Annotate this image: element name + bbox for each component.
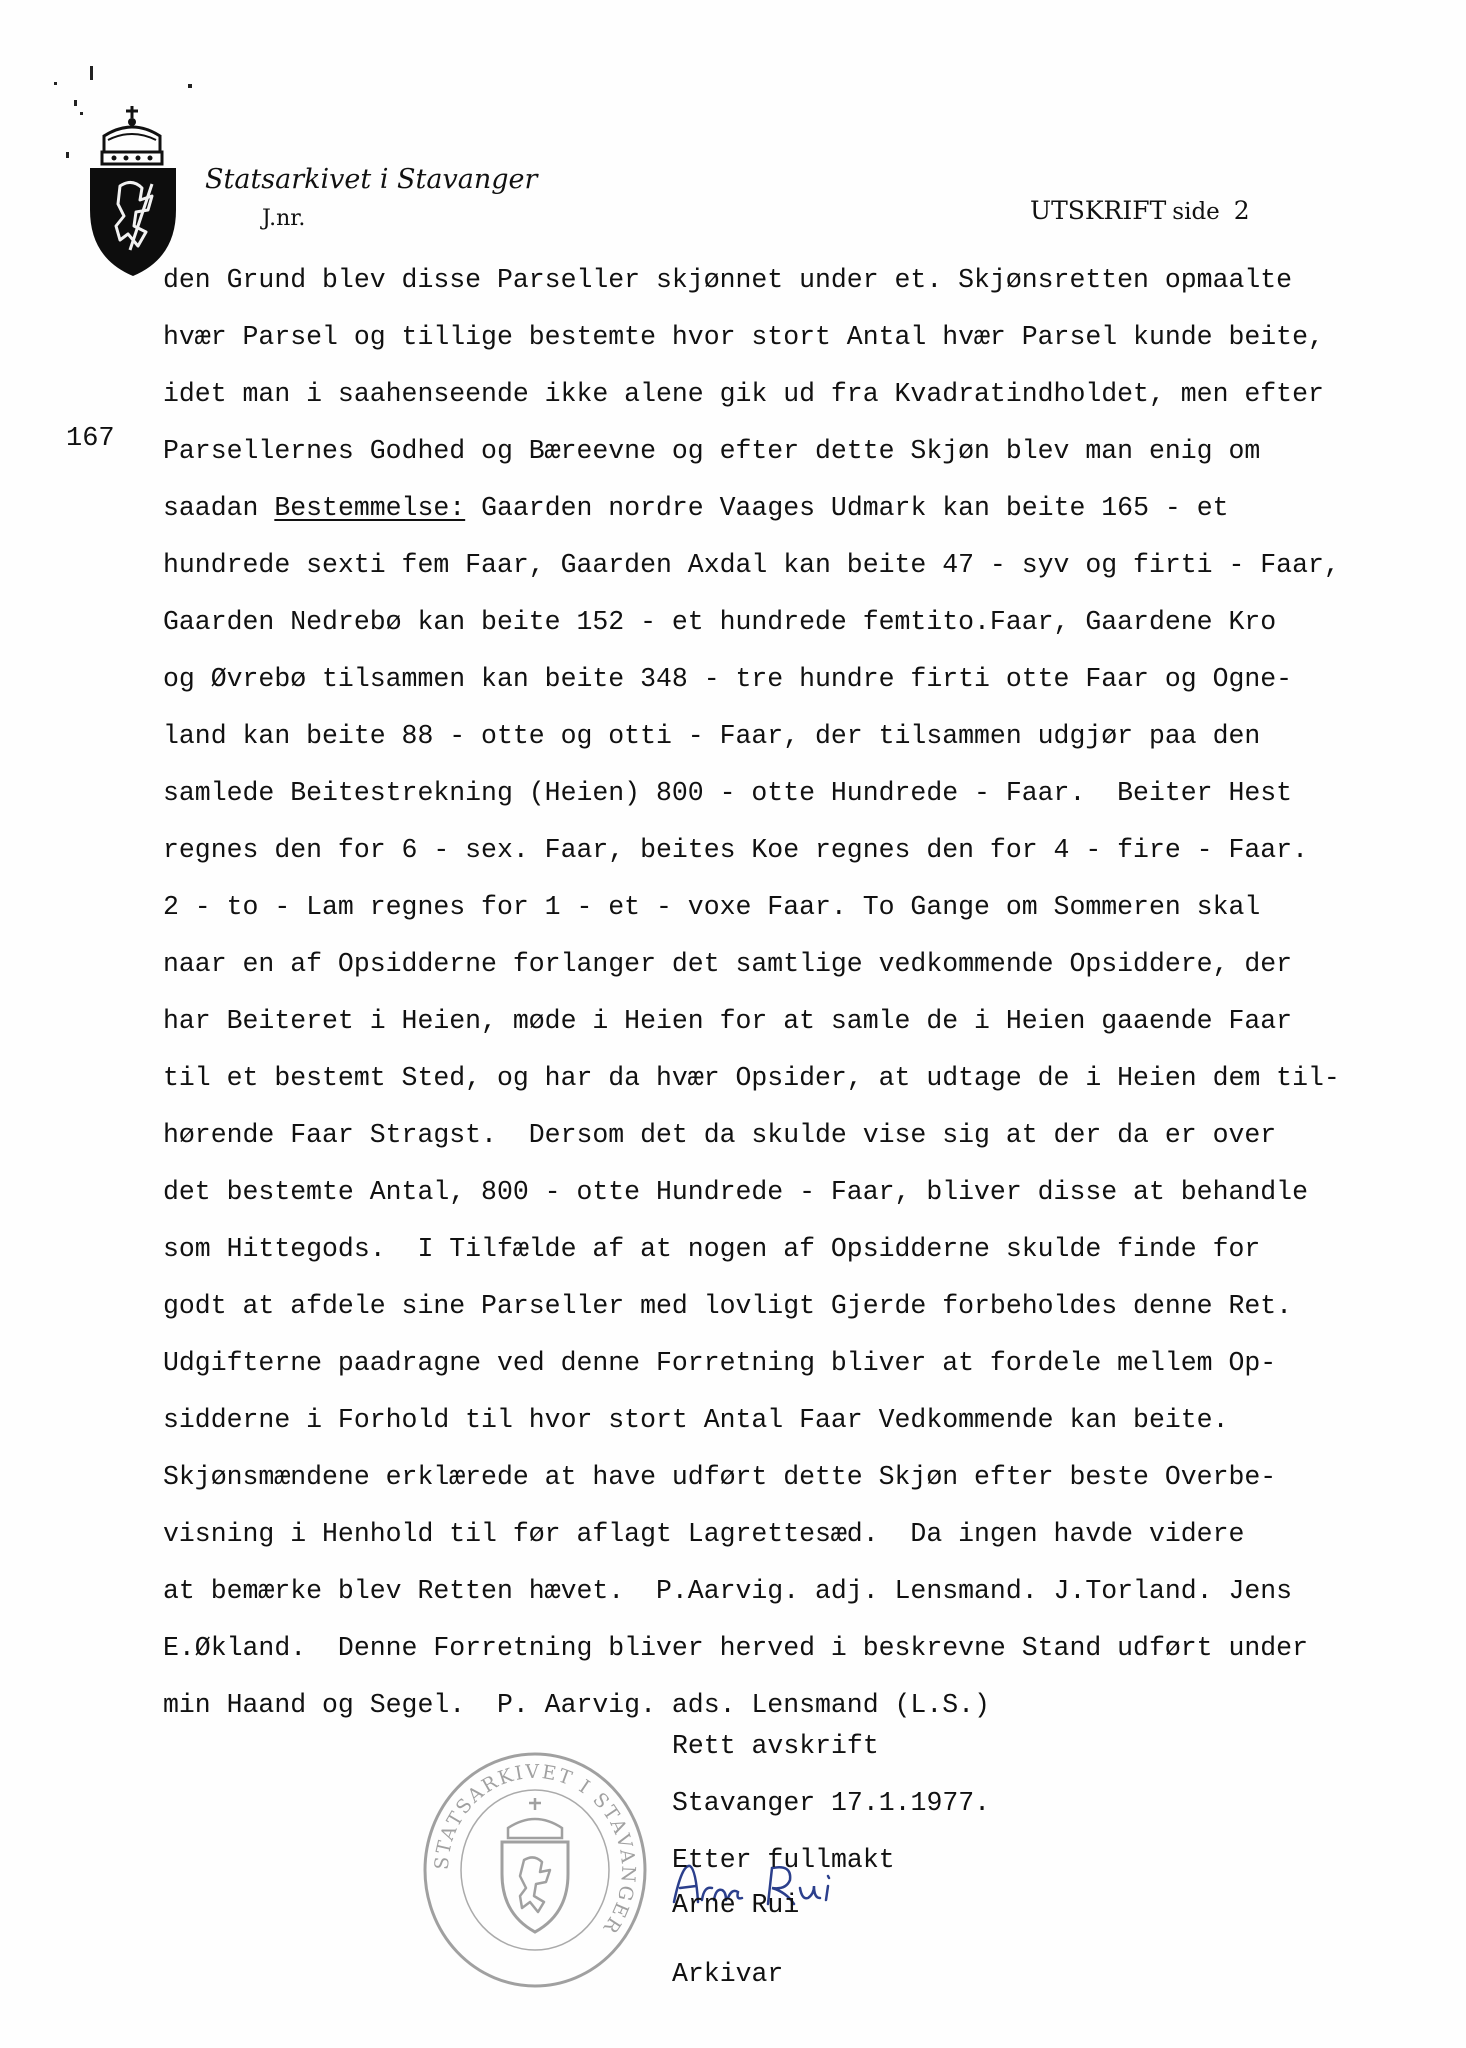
signatory-title: Arkivar — [672, 1959, 784, 1989]
text-line: Parsellernes Godhed og Bæreevne og efter dette Skjøn blev man enig om — [163, 436, 1261, 466]
transcript-label: UTSKRIFT — [1030, 196, 1167, 225]
text-line: hundrede sexti fem Faar, Gaarden Axdal kan beite 47 - syv og firti - Faar, — [163, 550, 1340, 580]
text-line: det bestemte Antal, 800 - otte Hundrede - Faar, bliver disse at behandle — [163, 1177, 1308, 1207]
seal-text — [431, 1761, 640, 1939]
page-number: 2 — [1233, 196, 1250, 225]
authority-line: Etter fullmakt — [672, 1845, 895, 1875]
text-line: godt at afdele sine Parseller med lovligt Gjerde forbeholdes denne Ret. — [163, 1291, 1293, 1321]
text-line: har Beiteret i Heien, møde i Heien for at samle de i Heien gaaende Faar — [163, 1006, 1293, 1036]
journal-number-label: J.nr. — [262, 206, 306, 231]
text-line: den Grund blev disse Parseller skjønnet under et. Skjønsretten opmaalte — [163, 265, 1293, 295]
text-line: Gaarden Nedrebø kan beite 152 - et hundrede femtito.Faar, Gaardene Kro — [163, 607, 1277, 637]
page-header-transcript — [1030, 196, 1250, 225]
text-line: Udgifterne paadragne ved denne Forretning bliver at fordele mellem Op- — [163, 1348, 1277, 1378]
signatory-name: Arne Rui — [672, 1890, 800, 1920]
text-line: regnes den for 6 - sex. Faar, beites Koe regnes den for 4 - fire - Faar. — [163, 835, 1308, 865]
text-line: E.Økland. Denne Forretning bliver herved i beskrevne Stand udført under — [163, 1633, 1308, 1663]
text-line: at bemærke blev Retten hævet. P.Aarvig. adj. Lensmand. J.Torland. Jens — [163, 1576, 1293, 1606]
text-line: til et bestemt Sted, og har da hvær Opsider, at udtage de i Heien dem til- — [163, 1063, 1340, 1093]
text-fragment: Gaarden nordre Vaages Udmark kan beite 165 - et — [481, 493, 1229, 523]
archive-seal-stamp — [420, 1750, 650, 1990]
closing-block — [672, 1718, 990, 2003]
text-line: land kan beite 88 - otte og otti - Faar, der tilsammen udgjør paa den — [163, 721, 1261, 751]
certification-line: Rett avskrift — [672, 1731, 879, 1761]
text-line: som Hittegods. I Tilfælde af at nogen af Opsidderne skulde finde for — [163, 1234, 1261, 1264]
text-line: Skjønsmændene erklærede at have udført dette Skjøn efter beste Overbe- — [163, 1462, 1277, 1492]
text-fragment: saadan — [163, 493, 275, 523]
archive-name: Statsarkivet i Stavanger — [205, 164, 538, 195]
text-line: hørende Faar Stragst. Dersom det da skulde vise sig at der da er over — [163, 1120, 1277, 1150]
text-line: idet man i saahenseende ikke alene gik ud fra Kvadratindholdet, men efter — [163, 379, 1324, 409]
text-line: samlede Beitestrekning (Heien) 800 - otte Hundrede - Faar. Beiter Hest — [163, 778, 1293, 808]
text-line: visning i Henhold til før aflagt Lagrettesæd. Da ingen havde videre — [163, 1519, 1245, 1549]
text-line: sidderne i Forhold til hvor stort Antal Faar Vedkommende kan beite. — [163, 1405, 1229, 1435]
seal-text-path: STATSARKIVET I STAVANGER — [430, 1760, 640, 1939]
text-line: 2 - to - Lam regnes for 1 - et - voxe Faar. To Gange om Sommeren skal — [163, 892, 1261, 922]
text-line: min Haand og Segel. P. Aarvig. ads. Lensmand (L.S.) — [163, 1690, 990, 1720]
text-line: hvær Parsel og tillige bestemte hvor stort Antal hvær Parsel kunde beite, — [163, 322, 1324, 352]
text-line — [163, 480, 1423, 537]
document-body — [163, 252, 1423, 1734]
text-line: naar en af Opsidderne forlanger det samtlige vedkommende Opsiddere, der — [163, 949, 1293, 979]
underlined-term: Bestemmelse: — [274, 493, 466, 523]
margin-note: 167 — [66, 424, 115, 454]
text-line: og Øvrebø tilsammen kan beite 348 - tre hundre firti otte Faar og Ogne- — [163, 664, 1293, 694]
place-date-line: Stavanger 17.1.1977. — [672, 1788, 991, 1818]
side-label: side — [1172, 199, 1220, 225]
